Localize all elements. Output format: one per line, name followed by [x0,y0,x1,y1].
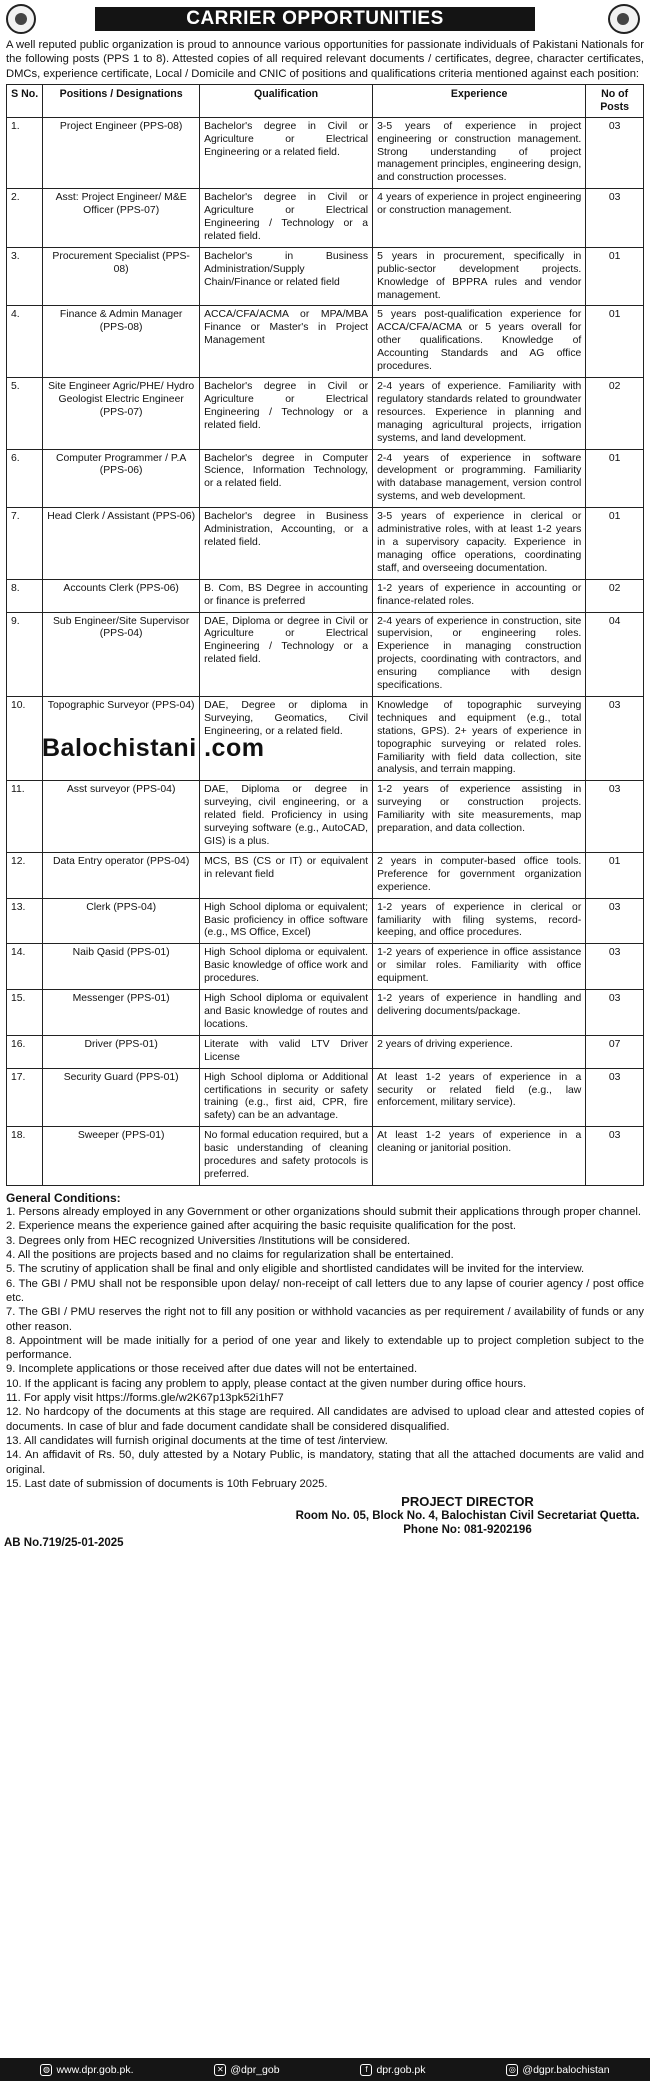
row-experience: 4 years of experience in project engineering or construction management. [373,189,586,248]
condition-item: 8. Appointment will be made initially for a period of one year and likely to extendable up to project completion subject to the performance. [6,1334,644,1362]
row-experience: 5 years post-qualification experience for ACCA/CFA/ACMA or 5 years overall for other qualifications. Knowledge of Accounting Standards and AG office procedures. [373,306,586,378]
condition-item: 6. The GBI / PMU shall not be responsible upon delay/ non-receipt of call letters due to any lapse of courier agency / post office etc. [6,1277,644,1304]
director-phone: Phone No: 081-9202196 [403,1524,532,1537]
row-experience: At least 1-2 years of experience in a cleaning or janitorial position. [373,1127,586,1186]
organization-logo-icon [608,4,640,34]
table-row [7,579,644,612]
row-experience: 2 years in computer-based office tools. Preference for government organization experience. [373,852,586,898]
table-row [7,449,644,508]
director-title: PROJECT DIRECTOR [401,1494,534,1510]
project-director-block [295,1495,640,1537]
row-qualification: Bachelor's degree in Civil or Agriculture or Electrical Engineering / Technology or a related field. [200,378,373,450]
header-position: Positions / Designations [43,84,200,117]
row-posts: 03 [586,990,644,1036]
row-qualification: B. Com, BS Degree in accounting or finance is preferred [200,579,373,612]
instagram-text: @dgpr.balochistan [522,2063,610,2076]
row-sno: 16. [7,1035,43,1068]
row-experience: 1-2 years of experience in clerical or familiarity with filing systems, record-keeping, and office procedures. [373,898,586,944]
header-qualification: Qualification [200,84,373,117]
row-posts: 01 [586,449,644,508]
row-experience: 3-5 years of experience in project engineering or construction management. Strong understanding of project management principles, engineering design, and construction processes. [373,117,586,189]
director-address: Room No. 05, Block No. 4, Balochistan Civil Secretariat Quetta. [295,1510,640,1523]
row-posts: 01 [586,508,644,580]
row-posts: 01 [586,247,644,306]
row-sno: 12. [7,852,43,898]
row-position: Topographic Surveyor (PPS-04) [43,696,200,780]
row-qualification: Bachelor's degree in Computer Science, Information Technology, or a related field. [200,449,373,508]
row-experience: 2-4 years of experience in software development or programming. Familiarity with database management, version control systems, and web development. [373,449,586,508]
table-row [7,378,644,450]
intro-paragraph: A well reputed public organization is proud to announce various opportunities for passionate individuals of Pakistani Nationals for the following posts (PPS 1 to 8). Attested copies of all required relevant documents / certificates, degree, character certificates, DMCs, experience certificate, Local / Domicile and CNIC of positions and qualifications criteria mentioned against each position: [6,39,644,80]
instagram-icon: ◎ [506,2064,518,2076]
row-posts: 03 [586,1127,644,1186]
row-experience: 2-4 years of experience. Familiarity with regulatory standards related to groundwater resources. Experience in planning and managing agricultural projects, irrigation systems, and land development. [373,378,586,450]
row-sno: 1. [7,117,43,189]
row-position: Finance & Admin Manager (PPS-08) [43,306,200,378]
row-position: Sub Engineer/Site Supervisor (PPS-04) [43,612,200,696]
row-qualification: DAE, Diploma or degree in Civil or Agriculture or Electrical Engineering / Technology or a related field. [200,612,373,696]
table-row [7,1127,644,1186]
watermark: Balochistani .com [42,734,265,762]
header-experience: Experience [373,84,586,117]
row-position: Sweeper (PPS-01) [43,1127,200,1186]
row-experience: Knowledge of topographic surveying techniques and equipment (e.g., total stations, GPS). 2+ years of experience in topographic surveying or related roles. Familiarity with field data collection, site analysis, and terrain mapping. [373,696,586,780]
social-instagram[interactable] [506,2064,609,2076]
condition-item: 3. Degrees only from HEC recognized Universities /Institutions will be considered. [6,1234,411,1247]
row-experience: 1-2 years of experience in handling and delivering documents/package. [373,990,586,1036]
table-row [7,898,644,944]
row-qualification: Bachelor's degree in Civil or Agriculture or Electrical Engineering or a related field. [200,117,373,189]
row-posts: 03 [586,898,644,944]
row-sno: 8. [7,579,43,612]
twitter-text: @dpr_gob [230,2063,280,2076]
page-title: CARRIER OPPORTUNITIES [95,7,535,31]
row-qualification: High School diploma or Additional certifications in security or safety training (e.g., first aid, CPR, fire safety) can be an advantage. [200,1068,373,1127]
row-position: Clerk (PPS-04) [43,898,200,944]
condition-item: 4. All the positions are projects based and no claims for regularization shall be entertained. [6,1249,454,1262]
condition-item: 13. All candidates will furnish original documents at the time of test /interview. [6,1434,388,1447]
row-posts: 02 [586,378,644,450]
row-experience: At least 1-2 years of experience in a security or related field (e.g., law enforcement, military service). [373,1068,586,1127]
positions-table [6,84,644,1186]
header [0,0,650,36]
row-qualification: DAE, Diploma or degree in surveying, civil engineering, or a related field. Proficiency in using surveying software (e.g., AutoCAD, GIS) is a plus. [200,781,373,853]
row-position: Asst: Project Engineer/ M&E Officer (PPS-07) [43,189,200,248]
condition-item: 10. If the applicant is facing any problem to apply, please contact at the given number during office hours. [6,1377,527,1390]
table-row [7,612,644,696]
table-row [7,247,644,306]
row-sno: 4. [7,306,43,378]
government-logo-icon [6,4,36,34]
facebook-icon: f [360,2064,372,2076]
table-header-row [7,84,644,117]
row-experience: 1-2 years of experience in office assistance or similar roles. Familiarity with office equipment. [373,944,586,990]
row-experience: 5 years in procurement, specifically in public-sector development projects. Knowledge of BPPRA rules and vendor management. [373,247,586,306]
condition-item: 14. An affidavit of Rs. 50, duly attested by a Notary Public, is mandatory, stating that all the attached documents are valid and original. [6,1449,644,1476]
row-position: Procurement Specialist (PPS-08) [43,247,200,306]
row-qualification: No formal education required, but a basic understanding of cleaning procedures and safety protocols is preferred. [200,1127,373,1186]
condition-item: 7. The GBI / PMU reserves the right not to fill any position or withhold vacancies as per requirement / availability of funds or any other reason. [6,1306,644,1333]
table-row [7,508,644,580]
row-qualification: Bachelor's in Business Administration/Supply Chain/Finance or related field [200,247,373,306]
social-website[interactable] [40,2064,133,2076]
social-bar [0,2058,650,2081]
table-row [7,189,644,248]
row-position: Asst surveyor (PPS-04) [43,781,200,853]
condition-item: 1. Persons already employed in any Government or other organizations should submit their applications through proper channel. [6,1206,641,1219]
row-position: Naib Qasid (PPS-01) [43,944,200,990]
header-sno: S No. [7,84,43,117]
row-sno: 10. [7,696,43,780]
row-sno: 3. [7,247,43,306]
table-row [7,1068,644,1127]
table-row [7,306,644,378]
row-position: Accounts Clerk (PPS-06) [43,579,200,612]
row-sno: 14. [7,944,43,990]
header-posts: No of Posts [586,84,644,117]
row-sno: 11. [7,781,43,853]
table-row [7,944,644,990]
row-experience: 1-2 years of experience assisting in surveying or construction projects. Familiarity with site measurements, map preparation, and data collection. [373,781,586,853]
row-sno: 18. [7,1127,43,1186]
row-posts: 07 [586,1035,644,1068]
table-row [7,852,644,898]
row-sno: 15. [7,990,43,1036]
row-experience: 2-4 years of experience in construction, site supervision, or engineering roles. Experience in managing construction projects, coordinating with contractors, and ensuring compliance with design specifications. [373,612,586,696]
condition-item-apply-link[interactable]: 11. For apply visit https://forms.gle/w2K67p13pk52i1hF7 [6,1392,284,1405]
table-row [7,117,644,189]
row-sno: 2. [7,189,43,248]
row-position: Data Entry operator (PPS-04) [43,852,200,898]
condition-item: 2. Experience means the experience gained after acquiring the basic requisite qualification for the post. [6,1220,516,1233]
row-experience: 1-2 years of experience in accounting or finance-related roles. [373,579,586,612]
condition-item: 5. The scrutiny of application shall be final and only eligible and shortlisted candidates will be invited for the interview. [6,1263,585,1276]
row-sno: 17. [7,1068,43,1127]
row-position: Driver (PPS-01) [43,1035,200,1068]
row-sno: 6. [7,449,43,508]
row-qualification: High School diploma or equivalent. Basic knowledge of office work and procedures. [200,944,373,990]
row-qualification: Literate with valid LTV Driver License [200,1035,373,1068]
row-sno: 9. [7,612,43,696]
row-posts: 02 [586,579,644,612]
row-position: Messenger (PPS-01) [43,990,200,1036]
social-facebook[interactable] [360,2064,425,2076]
row-sno: 13. [7,898,43,944]
row-position: Site Engineer Agric/PHE/ Hydro Geologist Electric Engineer (PPS-07) [43,378,200,450]
twitter-icon: ✕ [214,2064,226,2076]
row-posts: 03 [586,1068,644,1127]
row-posts: 01 [586,852,644,898]
condition-item: 9. Incomplete applications or those received after due dates will not be entertained. [6,1363,418,1376]
row-qualification: ACCA/CFA/ACMA or MPA/MBA Finance or Master's in Project Management [200,306,373,378]
conditions-heading: General Conditions: [6,1190,121,1205]
website-text: www.dpr.gob.pk. [56,2063,134,2076]
social-twitter[interactable] [214,2064,279,2076]
footer-block [0,1491,650,1553]
row-qualification: High School diploma or equivalent and Basic knowledge of routes and locations. [200,990,373,1036]
row-qualification: MCS, BS (CS or IT) or equivalent in relevant field [200,852,373,898]
row-posts: 03 [586,781,644,853]
row-posts: 04 [586,612,644,696]
row-posts: 03 [586,696,644,780]
row-qualification: Bachelor's degree in Business Administration, Accounting, or a related field. [200,508,373,580]
row-qualification: DAE, Degree or diploma in Surveying, Geomatics, Civil Engineering, or a related field. [200,696,373,780]
row-posts: 03 [586,117,644,189]
table-row [7,1035,644,1068]
row-sno: 7. [7,508,43,580]
table-row [7,990,644,1036]
globe-icon: ◍ [40,2064,52,2076]
row-position: Security Guard (PPS-01) [43,1068,200,1127]
general-conditions [0,1191,650,1491]
row-experience: 2 years of driving experience. [373,1035,586,1068]
row-qualification: High School diploma or equivalent; Basic proficiency in office software (e.g., MS Office, Excel) [200,898,373,944]
ad-number: AB No.719/25-01-2025 [4,1537,124,1550]
row-position: Head Clerk / Assistant (PPS-06) [43,508,200,580]
row-position: Project Engineer (PPS-08) [43,117,200,189]
facebook-text: dpr.gob.pk [376,2063,426,2076]
table-row [7,781,644,853]
row-experience: 3-5 years of experience in clerical or administrative roles, with at least 1-2 years in a supervisory capacity. Experience in managing office operations, coordinating staff, and overseeing documentation. [373,508,586,580]
condition-item: 15. Last date of submission of documents is 10th February 2025. [6,1477,328,1490]
row-qualification: Bachelor's degree in Civil or Agriculture or Electrical Engineering / Technology or a related field. [200,189,373,248]
row-sno: 5. [7,378,43,450]
row-position: Computer Programmer / P.A (PPS-06) [43,449,200,508]
row-posts: 01 [586,306,644,378]
condition-item: 12. No hardcopy of the documents at this stage are required. All candidates are advised to upload clear and attested copies of documents. In case of blur and fade document candidate shall be considered disqualified. [6,1406,644,1433]
row-posts: 03 [586,189,644,248]
row-posts: 03 [586,944,644,990]
